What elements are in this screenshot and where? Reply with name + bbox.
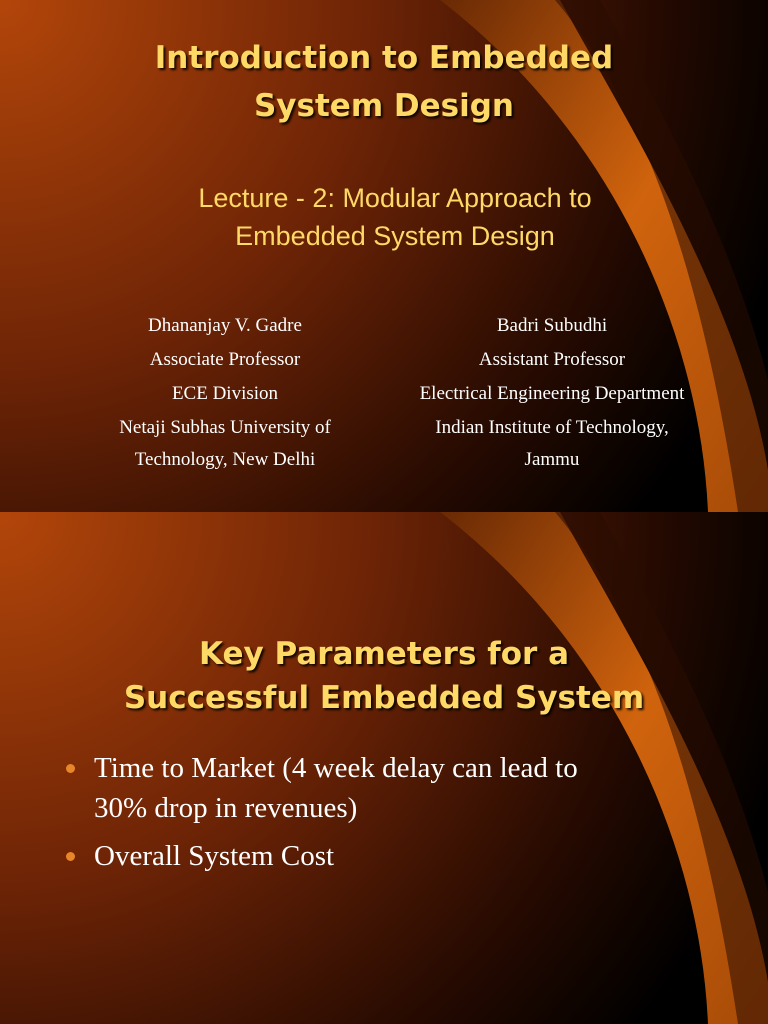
slide-1-title-line-1: Introduction to Embedded bbox=[154, 40, 614, 76]
bullet-1-line-2: 30% drop in revenues) bbox=[94, 792, 358, 824]
author-right-institution-line-1: Indian Institute of Technology, bbox=[435, 417, 669, 438]
slide-1-title-line-2: System Design bbox=[253, 88, 515, 124]
author-right-division: Electrical Engineering Department bbox=[419, 383, 685, 404]
author-left-institution-line-1: Netaji Subhas University of bbox=[119, 417, 331, 438]
author-right bbox=[382, 309, 722, 474]
bullet-dot-icon bbox=[66, 852, 75, 861]
bullet-item bbox=[60, 748, 720, 828]
slide-2-title-line-2: Successful Embedded System bbox=[123, 680, 645, 716]
author-right-position: Assistant Professor bbox=[478, 349, 626, 370]
slide-2-title-line-1: Key Parameters for a bbox=[198, 636, 569, 672]
bullet-item bbox=[60, 836, 720, 876]
slide-1-subtitle-line-1: Lecture - 2: Modular Approach to bbox=[198, 183, 592, 213]
author-right-institution-line-2: Jammu bbox=[524, 449, 580, 470]
slide-1-subtitle-line-2: Embedded System Design bbox=[235, 221, 555, 251]
bullet-dot-icon bbox=[66, 764, 75, 773]
bullet-1-line-1: Time to Market (4 week delay can lead to bbox=[94, 752, 578, 784]
bullet-list bbox=[60, 748, 720, 884]
author-right-name: Badri Subudhi bbox=[496, 315, 608, 336]
author-left-institution-line-2: Technology, New Delhi bbox=[134, 449, 316, 470]
bullet-2-line-1: Overall System Cost bbox=[94, 840, 335, 872]
author-left-division: ECE Division bbox=[171, 383, 279, 404]
author-left-position: Associate Professor bbox=[149, 349, 301, 370]
author-left bbox=[70, 309, 380, 474]
author-left-name: Dhananjay V. Gadre bbox=[148, 315, 302, 336]
slide-2 bbox=[0, 512, 768, 1024]
